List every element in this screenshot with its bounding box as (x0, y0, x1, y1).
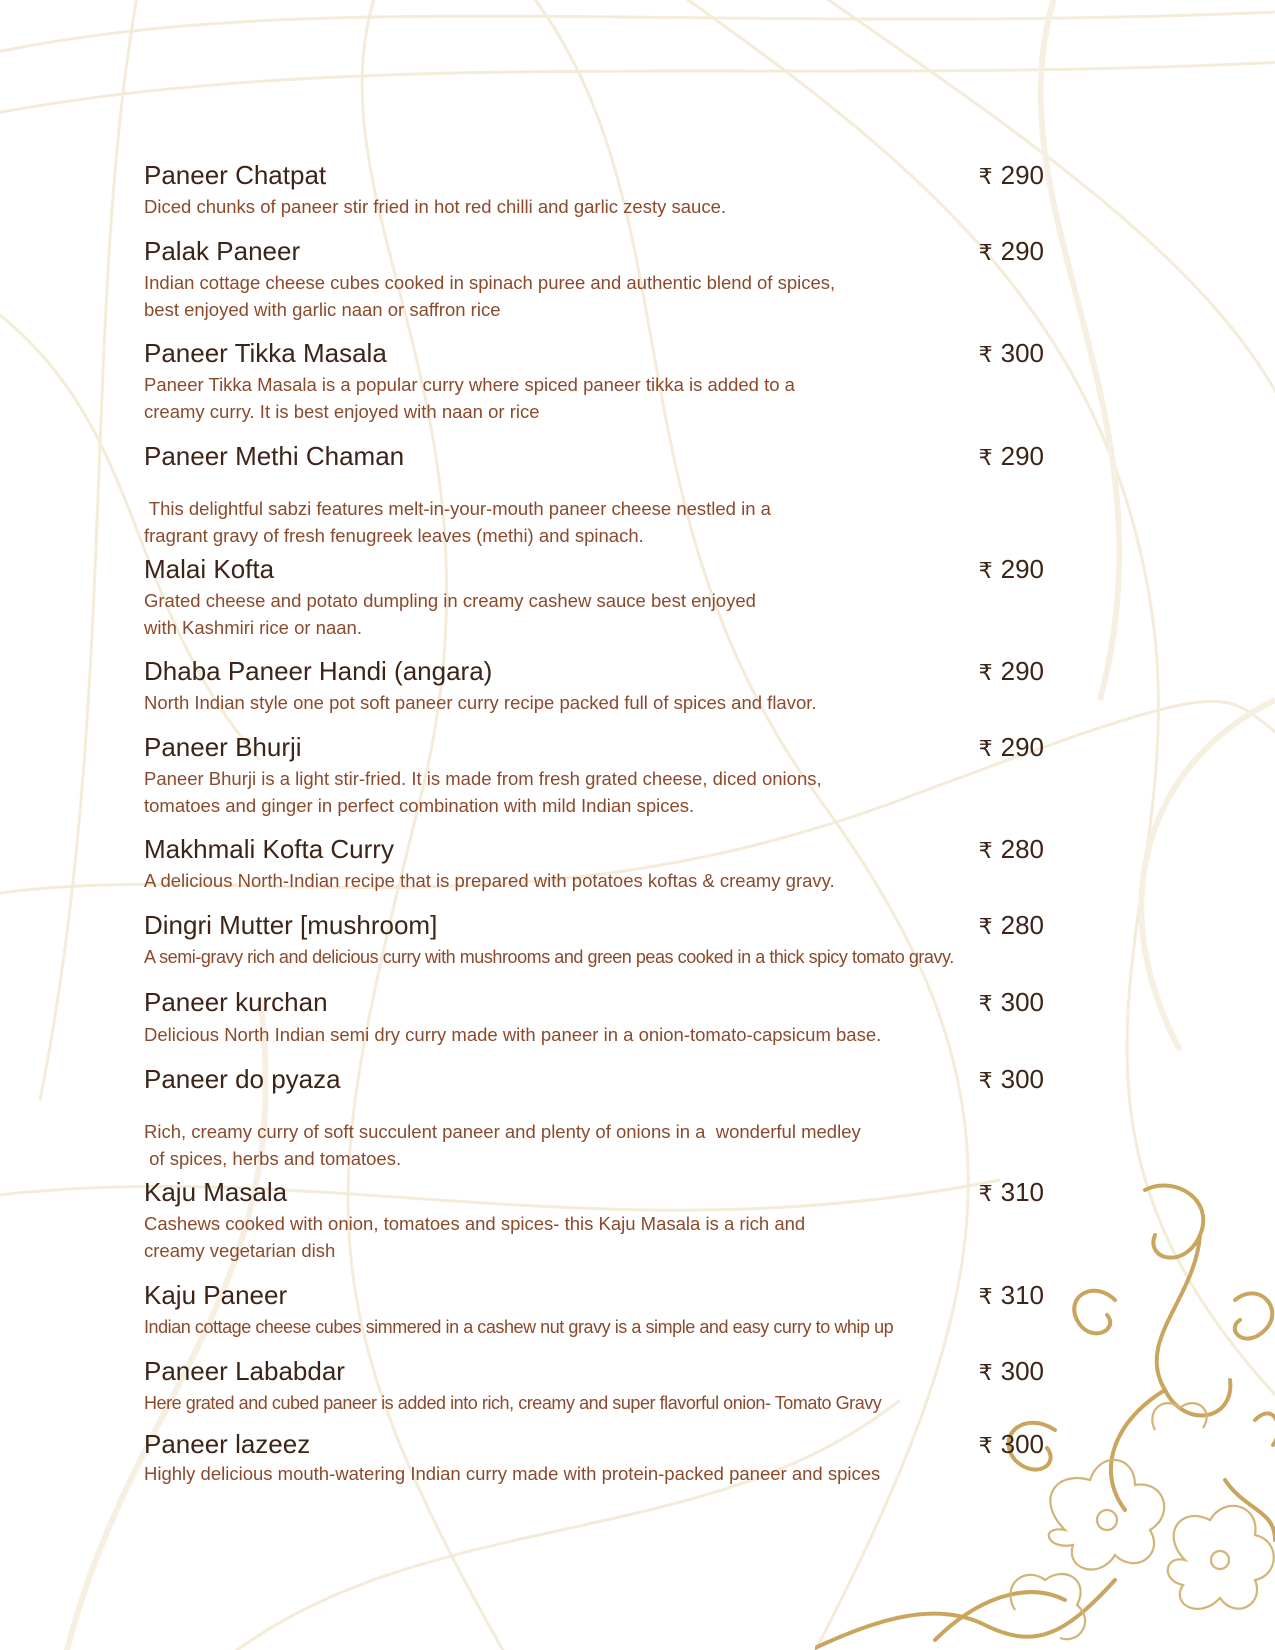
dish-name: Paneer Chatpat (144, 160, 327, 190)
description-line: best enjoyed with garlic naan or saffron rice (144, 298, 501, 320)
rupee-icon: ₹ (978, 1284, 993, 1309)
rupee-icon: ₹ (978, 1433, 993, 1458)
rupee-icon: ₹ (978, 164, 993, 189)
dish-name: Malai Kofta (144, 554, 275, 584)
price-value: 300 (1000, 1429, 1044, 1459)
price-value: 290 (1000, 656, 1044, 686)
rupee-icon: ₹ (978, 558, 993, 583)
dish-price (979, 1429, 1044, 1460)
rupee-icon: ₹ (978, 914, 993, 939)
rupee-icon: ₹ (978, 1068, 993, 1093)
description-line: tomatoes and ginger in perfect combination with mild Indian spices. (144, 794, 695, 816)
price-value: 310 (1000, 1177, 1044, 1207)
dish-name: Paneer do pyaza (144, 1064, 341, 1094)
description-line: Rich, creamy curry of soft succulent paneer and plenty of onions in a wonderful medley (144, 1121, 861, 1142)
dish-name: Makhmali Kofta Curry (144, 834, 394, 864)
description-line: Here grated and cubed paneer is added into rich, creamy and super flavorful onion- Tomato Gravy (144, 1393, 882, 1413)
rupee-icon: ₹ (978, 660, 993, 685)
dish-description (144, 1022, 881, 1049)
description-line: creamy curry. It is best enjoyed with naan or rice (144, 400, 540, 422)
price-value: 290 (1000, 160, 1044, 190)
dish-name: Kaju Paneer (144, 1280, 288, 1310)
description-line: fragrant gravy of fresh fenugreek leaves (methi) and spinach. (144, 524, 644, 546)
price-value: 290 (1000, 554, 1044, 584)
dish-name: Paneer Tikka Masala (144, 338, 387, 368)
description-line: creamy vegetarian dish (144, 1239, 336, 1261)
dish-description (144, 496, 771, 549)
dish-description (144, 588, 756, 641)
dish-price (979, 1064, 1044, 1095)
price-value: 280 (1000, 910, 1044, 940)
dish-description (144, 372, 795, 425)
dish-name: Paneer Bhurji (144, 732, 302, 762)
dish-name: Paneer kurchan (144, 987, 328, 1017)
rupee-icon: ₹ (978, 736, 993, 761)
description-line: Paneer Tikka Masala is a popular curry where spiced paneer tikka is added to a (144, 374, 795, 395)
price-value: 290 (1000, 236, 1044, 266)
price-value: 300 (1000, 987, 1044, 1017)
dish-price (979, 441, 1044, 472)
rupee-icon: ₹ (978, 991, 993, 1016)
dish-description (144, 868, 835, 895)
rupee-icon: ₹ (978, 240, 993, 265)
dish-description (144, 1119, 861, 1172)
dish-description (144, 270, 835, 323)
price-value: 310 (1000, 1280, 1044, 1310)
dish-name: Dingri Mutter [mushroom] (144, 910, 438, 940)
dish-price (979, 554, 1044, 585)
dish-price (979, 1177, 1044, 1208)
dish-price (979, 1280, 1044, 1311)
description-line: North Indian style one pot soft paneer curry recipe packed full of spices and flavor. (144, 692, 817, 713)
dish-description (144, 194, 726, 221)
rupee-icon: ₹ (978, 1181, 993, 1206)
dish-price (979, 834, 1044, 865)
dish-price (979, 160, 1044, 191)
description-line: with Kashmiri rice or naan. (144, 616, 362, 638)
dish-name: Kaju Masala (144, 1177, 288, 1207)
dish-price (979, 236, 1044, 267)
rupee-icon: ₹ (978, 838, 993, 863)
description-line: This delightful sabzi features melt-in-your-mouth paneer cheese nestled in a (144, 498, 771, 519)
description-line: Grated cheese and potato dumpling in creamy cashew sauce best enjoyed (144, 590, 756, 611)
dish-price (979, 656, 1044, 687)
dish-description (144, 766, 822, 819)
description-line: A delicious North-Indian recipe that is prepared with potatoes koftas & creamy gravy. (144, 870, 835, 891)
dish-price (979, 1356, 1044, 1387)
dish-description (144, 690, 817, 717)
price-value: 280 (1000, 834, 1044, 864)
dish-name: Dhaba Paneer Handi (angara) (144, 656, 493, 686)
dish-price (979, 732, 1044, 763)
price-value: 290 (1000, 732, 1044, 762)
rupee-icon: ₹ (978, 342, 993, 367)
description-line: of spices, herbs and tomatoes. (144, 1147, 402, 1169)
price-value: 290 (1000, 441, 1044, 471)
dish-description (144, 1390, 881, 1417)
price-value: 300 (1000, 1356, 1044, 1386)
dish-price (979, 987, 1044, 1018)
dish-name: Paneer lazeez (144, 1429, 311, 1459)
description-line: A semi-gravy rich and delicious curry with mushrooms and green peas cooked in a thick spicy tomato gravy. (144, 947, 954, 967)
description-line: Diced chunks of paneer stir fried in hot red chilli and garlic zesty sauce. (144, 196, 727, 217)
rupee-icon: ₹ (978, 445, 993, 470)
description-line: Indian cottage cheese cubes simmered in a cashew nut gravy is a simple and easy curry to whip up (144, 1317, 894, 1337)
dish-description (144, 1314, 893, 1341)
description-line: Highly delicious mouth-watering Indian curry made with protein-packed paneer and spices (144, 1463, 881, 1484)
dish-description (144, 1461, 880, 1488)
description-line: Cashews cooked with onion, tomatoes and spices- this Kaju Masala is a rich and (144, 1213, 806, 1234)
dish-description (144, 944, 954, 971)
dish-name: Palak Paneer (144, 236, 301, 266)
dish-description (144, 1211, 805, 1264)
description-line: Paneer Bhurji is a light stir-fried. It is made from fresh grated cheese, diced onions, (144, 768, 822, 789)
rupee-icon: ₹ (978, 1360, 993, 1385)
dish-name: Paneer Lababdar (144, 1356, 345, 1386)
description-line: Indian cottage cheese cubes cooked in spinach puree and authentic blend of spices, (144, 272, 836, 293)
dish-price (979, 338, 1044, 369)
dish-price (979, 910, 1044, 941)
description-line: Delicious North Indian semi dry curry made with paneer in a onion-tomato-capsicum base. (144, 1024, 882, 1045)
price-value: 300 (1000, 338, 1044, 368)
dish-name: Paneer Methi Chaman (144, 441, 405, 471)
price-value: 300 (1000, 1064, 1044, 1094)
